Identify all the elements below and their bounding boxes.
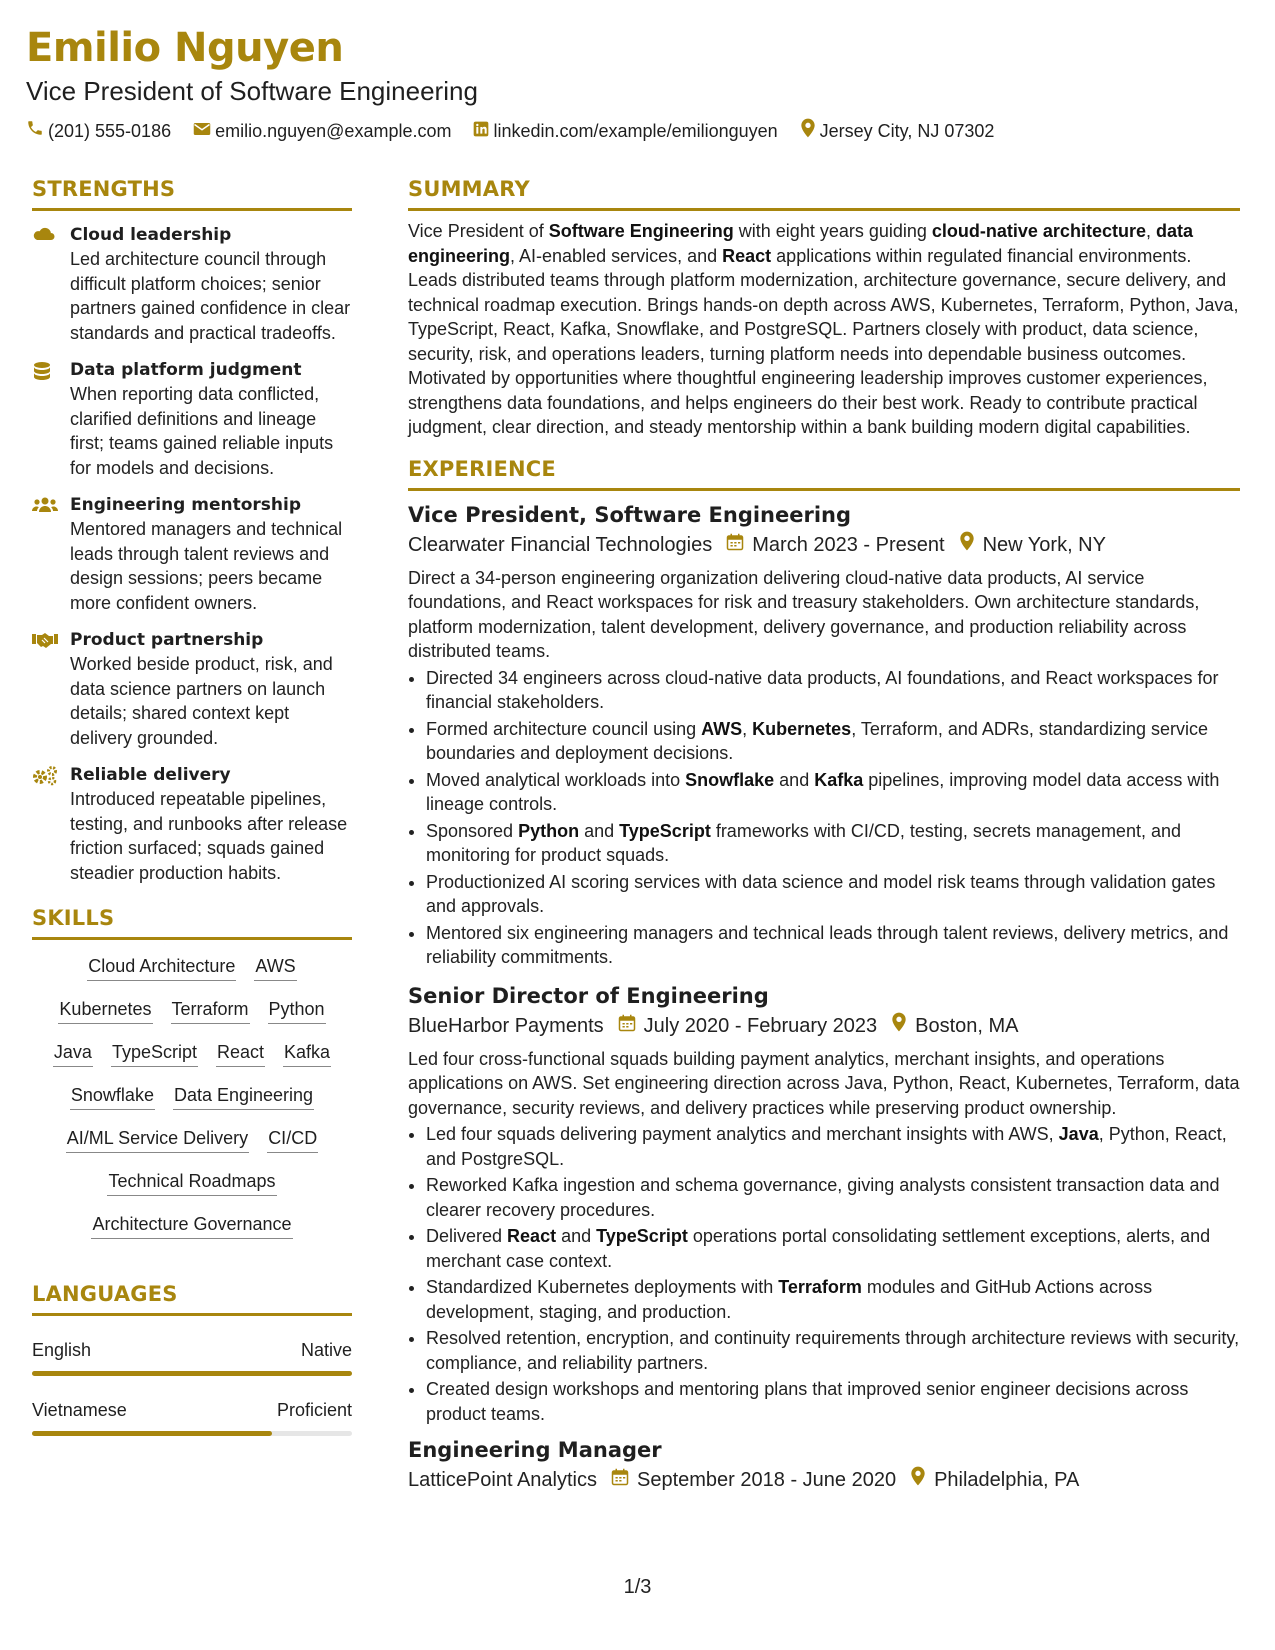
job-location: New York, NY <box>982 533 1106 556</box>
phone-text: (201) 555-0186 <box>48 121 172 141</box>
bullet-item <box>426 1173 1240 1222</box>
bullet-item <box>426 1326 1240 1375</box>
emphasis-text: Kafka <box>814 769 864 790</box>
text-run: , <box>1145 221 1156 241</box>
skill-tag: Kafka <box>283 1040 331 1067</box>
text-run: Directed 34 engineers across cloud-native data products, AI foundations, and React workspaces for financial stakeholders. <box>426 667 1219 712</box>
languages-section <box>32 1279 352 1436</box>
strengths-heading: STRENGTHS <box>32 177 176 201</box>
text-run: , <box>742 718 753 739</box>
resume-header <box>26 22 1246 144</box>
contact-email[interactable] <box>193 119 451 143</box>
strengths-list <box>32 223 352 885</box>
language-item <box>32 1398 352 1436</box>
emphasis-text: Terraform <box>778 1277 862 1297</box>
left-column <box>32 174 352 1436</box>
skill-row <box>32 1040 352 1067</box>
skill-tag: AI/ML Service Delivery <box>66 1126 249 1153</box>
email-link[interactable]: emilio.nguyen@example.com <box>215 121 452 141</box>
job-dates: September 2018 - June 2020 <box>637 1469 897 1491</box>
gears-icon <box>32 763 70 885</box>
text-run: and <box>556 1226 597 1246</box>
users-icon <box>32 493 70 615</box>
text-run: Formed architecture council using <box>426 718 702 739</box>
contact-linkedin[interactable] <box>473 119 777 143</box>
emphasis-text: AWS <box>701 718 743 739</box>
emphasis-text: data engineering <box>408 221 1193 266</box>
skill-tag: TypeScript <box>111 1040 198 1067</box>
summary-text <box>408 219 1240 440</box>
text-run: Reworked Kafka ingestion and schema governance, giving analysts consistent transaction data and clearer recovery procedures. <box>426 1175 1220 1220</box>
section-divider <box>408 208 1240 211</box>
strength-description: Worked beside product, risk, and data science partners on launch details; shared context kept delivery grounded. <box>70 654 333 748</box>
candidate-title: Vice President of Software Engineering <box>26 76 478 106</box>
strength-title: Reliable delivery <box>70 765 231 785</box>
bullet-item <box>426 921 1240 970</box>
text-run: and <box>579 820 620 841</box>
text-run: applications within regulated financial environments. Leads distributed teams through platform modernization, architecture governance, secure delivery, and technical roadmap execution. Brings hands-on depth across AWS, Kubernetes, Terraform, Python, Java, TypeScript, React, Kafka, Snowflake, and PostgreSQL. Partners closely with product, data science, security, risk, and operations leaders, turning platform needs into dependable business outcomes. Motivated by opportunities where thoughtful engineering leadership improves customer experiences, strengthens data foundations, and helps engineers do their best work. Ready to contribute practical judgment, clear direction, and steady mentorship within a bank building modern digital capabilities. <box>408 245 1239 437</box>
skill-tag: Kubernetes <box>58 997 152 1024</box>
text-run: Led four squads delivering payment analytics and merchant insights with AWS, <box>426 1124 1059 1144</box>
strength-description: Led architecture council through difficult platform choices; senior partners gained confidence in clear standards and practical tradeoffs. <box>70 249 351 343</box>
bullet-item <box>426 870 1240 919</box>
strength-description: When reporting data conflicted, clarified definitions and lineage first; teams gained reliable inputs for models and decisions. <box>70 384 334 478</box>
strength-item <box>32 493 352 615</box>
emphasis-text: Python <box>518 820 580 841</box>
contact-bar <box>26 118 1246 144</box>
job-description: Led four cross-functional squads building payment analytics, merchant insights, and operations applications on AWS. Set engineering direction across Java, Python, React, Kubernetes, Terraform, data governance, security reviews, and delivery practices while preserving product ownership. <box>408 1048 1240 1118</box>
bullet-item <box>426 1275 1240 1324</box>
job-meta <box>408 1011 1240 1041</box>
skill-tag: Technical Roadmaps <box>107 1169 276 1196</box>
skill-tag: Java <box>53 1040 93 1067</box>
emphasis-text: React <box>722 245 772 266</box>
skill-row <box>32 1083 352 1110</box>
skill-tag: Architecture Governance <box>91 1212 292 1239</box>
emphasis-text: Kubernetes <box>752 718 852 739</box>
job-dates: March 2023 - Present <box>752 533 945 556</box>
section-divider <box>32 1313 352 1316</box>
language-name: English <box>32 1340 92 1360</box>
language-name: Vietnamese <box>32 1400 127 1420</box>
bullet-item <box>426 1122 1240 1171</box>
text-run: Delivered <box>426 1226 508 1246</box>
handshake-icon <box>32 628 70 750</box>
job-entry <box>408 1436 1240 1495</box>
text-run: , Terraform, and ADRs, standardizing service boundaries and deployment decisions. <box>426 718 1209 763</box>
strength-description: Mentored managers and technical leads through talent reviews and design sessions; peers became more confident owners. <box>70 519 343 613</box>
text-run: and <box>774 769 815 790</box>
bullet-item <box>426 1377 1240 1426</box>
section-divider <box>408 488 1240 491</box>
skill-tag: Terraform <box>171 997 250 1024</box>
text-run: frameworks with CI/CD, testing, secrets management, and monitoring for product squads. <box>426 820 1181 865</box>
job-meta <box>408 1465 1240 1495</box>
map-pin-icon <box>891 1011 915 1041</box>
proficiency-fill <box>32 1431 272 1436</box>
skill-row <box>32 1126 352 1153</box>
experience-section <box>408 454 1240 1496</box>
map-pin-icon <box>959 530 983 560</box>
text-run: Sponsored <box>426 820 519 841</box>
summary-section <box>408 174 1240 440</box>
skill-tag: Data Engineering <box>173 1083 314 1110</box>
bullet-item <box>426 666 1240 715</box>
job-bullets <box>408 666 1240 970</box>
skill-row <box>32 1212 352 1239</box>
linkedin-icon <box>473 119 493 143</box>
job-title: Vice President, Software Engineering <box>408 502 852 527</box>
text-run: Vice President of <box>408 221 549 241</box>
phone-icon <box>26 119 48 143</box>
calendar-icon <box>618 1011 644 1041</box>
text-run: , Python, React, and PostgreSQL. <box>426 1124 1227 1169</box>
emphasis-text: Java <box>1058 1124 1099 1144</box>
skill-row <box>32 954 352 981</box>
strength-description: Introduced repeatable pipelines, testing, and runbooks after release friction surfaced; squads gained steadier production habits. <box>70 789 348 883</box>
skill-tag: React <box>216 1040 265 1067</box>
linkedin-link[interactable]: linkedin.com/example/emilionguyen <box>493 121 778 141</box>
right-column <box>408 174 1240 1495</box>
contact-phone <box>26 119 171 143</box>
text-run: pipelines, improving model data access with lineage controls. <box>426 769 1220 814</box>
job-bullets <box>408 1122 1240 1426</box>
envelope-icon <box>193 119 215 143</box>
skill-tag: Snowflake <box>70 1083 155 1110</box>
page-number: 1/3 <box>623 1576 652 1598</box>
text-run: , AI-enabled services, and <box>510 245 723 266</box>
text-run: modules and GitHub Actions across development, staging, and production. <box>426 1277 1153 1322</box>
company-name: Clearwater Financial Technologies <box>408 533 713 556</box>
bullet-item <box>426 768 1240 817</box>
skill-tag: Cloud Architecture <box>87 954 236 981</box>
text-run: Created design workshops and mentoring plans that improved senior engineer decisions across product teams. <box>426 1379 1189 1424</box>
job-entry <box>408 982 1240 1427</box>
job-entry <box>408 501 1240 970</box>
text-run: Standardized Kubernetes deployments with <box>426 1277 779 1297</box>
strength-item <box>32 223 352 345</box>
job-title: Engineering Manager <box>408 1438 662 1462</box>
emphasis-text: React <box>507 1226 557 1246</box>
skill-row <box>32 1169 352 1196</box>
strengths-section <box>32 174 352 885</box>
strength-item <box>32 358 352 480</box>
strength-item <box>32 628 352 750</box>
job-title: Senior Director of Engineering <box>408 983 769 1008</box>
language-level: Proficient <box>276 1400 352 1420</box>
map-pin-icon <box>910 1465 934 1495</box>
skills-list <box>32 954 352 1239</box>
contact-location <box>800 118 995 144</box>
emphasis-text: TypeScript <box>596 1226 688 1246</box>
location-text: Jersey City, NJ 07302 <box>819 121 995 141</box>
text-run: operations portal consolidating settlement exceptions, alerts, and merchant case context. <box>426 1226 1211 1271</box>
company-name: BlueHarbor Payments <box>408 1014 604 1037</box>
strength-title: Product partnership <box>70 630 264 650</box>
strength-title: Cloud leadership <box>70 225 232 245</box>
job-description: Direct a 34-person engineering organization delivering cloud-native data products, AI service foundations, and React workspaces for risk and treasury stakeholders. Own architecture standards, platform modernization, talent development, delivery governance, and production reliability across distributed teams. <box>408 567 1200 661</box>
calendar-icon <box>726 530 752 560</box>
text-run: Resolved retention, encryption, and continuity requirements through architecture reviews with security, compliance, and reliability partners. <box>426 1328 1240 1373</box>
database-icon <box>32 358 70 480</box>
text-run: Moved analytical workloads into <box>426 769 686 790</box>
skills-heading: SKILLS <box>32 906 115 930</box>
proficiency-bar <box>32 1371 352 1376</box>
candidate-name: Emilio Nguyen <box>26 25 344 71</box>
section-divider <box>32 937 352 940</box>
section-divider <box>32 208 352 211</box>
company-name: LatticePoint Analytics <box>408 1469 597 1491</box>
proficiency-bar <box>32 1431 352 1436</box>
emphasis-text: TypeScript <box>619 820 711 841</box>
text-run: Productionized AI scoring services with data science and model risk teams through validation gates and approvals. <box>426 871 1216 916</box>
strength-item <box>32 763 352 885</box>
job-dates: July 2020 - February 2023 <box>643 1014 878 1037</box>
experience-heading: EXPERIENCE <box>408 456 556 481</box>
summary-heading: SUMMARY <box>408 177 530 201</box>
calendar-icon <box>611 1465 637 1495</box>
job-meta <box>408 530 1240 560</box>
skill-tag: CI/CD <box>267 1126 318 1153</box>
strength-title: Engineering mentorship <box>70 495 302 515</box>
emphasis-text: Snowflake <box>685 769 775 790</box>
skill-row <box>32 997 352 1024</box>
bullet-item <box>426 1224 1240 1273</box>
emphasis-text: Software Engineering <box>548 221 734 241</box>
skill-tag: AWS <box>254 954 296 981</box>
proficiency-fill <box>32 1371 352 1376</box>
cloud-icon <box>32 223 70 345</box>
strength-title: Data platform judgment <box>70 360 302 380</box>
text-run: with eight years guiding <box>733 221 932 241</box>
bullet-item <box>426 717 1240 766</box>
emphasis-text: cloud-native architecture <box>931 221 1146 241</box>
map-pin-icon <box>800 118 820 144</box>
skills-section <box>32 903 352 1239</box>
languages-heading: LANGUAGES <box>32 1282 178 1306</box>
language-level: Native <box>300 1340 352 1360</box>
language-item <box>32 1338 352 1376</box>
job-location: Boston, MA <box>915 1014 1019 1037</box>
bullet-item <box>426 819 1240 868</box>
skill-tag: Python <box>268 997 326 1024</box>
job-location: Philadelphia, PA <box>934 1469 1080 1491</box>
text-run: Mentored six engineering managers and technical leads through talent reviews, delivery metrics, and reliability commitments. <box>426 922 1229 967</box>
